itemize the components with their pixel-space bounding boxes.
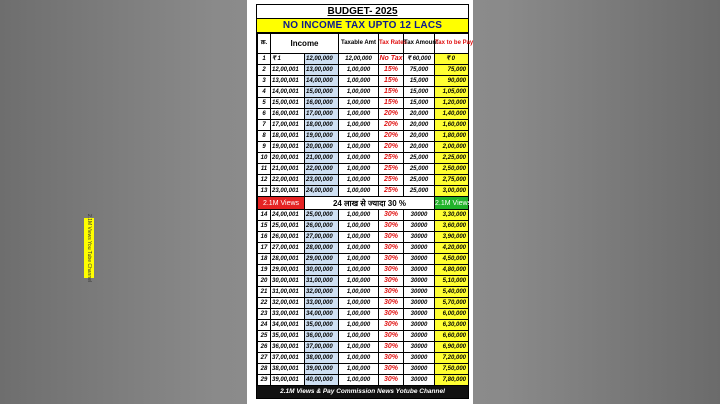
cell-tax-amount: 30000 <box>404 287 435 298</box>
cell-tax-amount: 30000 <box>404 210 435 221</box>
cell-income-from: 17,00,001 <box>271 120 305 131</box>
cell-tax-to-pay: 6,60,000 <box>435 331 469 342</box>
cell-tax-to-pay: 3,00,000 <box>435 186 469 197</box>
cell-tax-amount: 30000 <box>404 254 435 265</box>
cell-income-from: 29,00,001 <box>271 265 305 276</box>
table-row <box>258 142 469 153</box>
cell-income-to: 32,00,000 <box>305 287 339 298</box>
cell-income-to: 23,00,000 <box>305 175 339 186</box>
cell-sno: 23 <box>258 309 271 320</box>
cell-tax-rate: 15% <box>379 65 404 76</box>
cell-income-to: 24,00,000 <box>305 186 339 197</box>
table-row <box>258 331 469 342</box>
cell-sno: 13 <box>258 186 271 197</box>
cell-tax-amount: 25,000 <box>404 186 435 197</box>
cell-sno: 2 <box>258 65 271 76</box>
cell-sno: 21 <box>258 287 271 298</box>
cell-sno: 29 <box>258 375 271 386</box>
cell-taxable-amount: 1,00,000 <box>339 309 379 320</box>
table-row <box>258 153 469 164</box>
cell-taxable-amount: 1,00,000 <box>339 210 379 221</box>
views-banner-row <box>258 197 469 210</box>
cell-tax-to-pay: 1,80,000 <box>435 131 469 142</box>
banner-highlight-text: 24 लाख से ज्यादा 30 % <box>305 197 435 210</box>
cell-income-to: 37,00,000 <box>305 342 339 353</box>
cell-tax-amount: 20,000 <box>404 142 435 153</box>
cell-tax-rate: 20% <box>379 142 404 153</box>
cell-income-from: 36,00,001 <box>271 342 305 353</box>
cell-tax-rate: 30% <box>379 265 404 276</box>
cell-tax-amount: 30000 <box>404 232 435 243</box>
table-row <box>258 243 469 254</box>
cell-income-from: 28,00,001 <box>271 254 305 265</box>
header-tax-rates: Tax Rates <box>379 34 404 54</box>
table-row <box>258 175 469 186</box>
cell-tax-rate: 30% <box>379 254 404 265</box>
cell-income-to: 27,00,000 <box>305 232 339 243</box>
cell-income-to: 14,00,000 <box>305 76 339 87</box>
cell-income-to: 25,00,000 <box>305 210 339 221</box>
cell-tax-amount: 30000 <box>404 364 435 375</box>
cell-income-from: 19,00,001 <box>271 142 305 153</box>
cell-sno: 16 <box>258 232 271 243</box>
cell-tax-amount: 30000 <box>404 276 435 287</box>
cell-taxable-amount: 1,00,000 <box>339 320 379 331</box>
table-row <box>258 232 469 243</box>
cell-tax-rate: 30% <box>379 331 404 342</box>
cell-taxable-amount: 1,00,000 <box>339 364 379 375</box>
table-row <box>258 87 469 98</box>
cell-taxable-amount: 1,00,000 <box>339 186 379 197</box>
cell-tax-rate: 30% <box>379 276 404 287</box>
cell-income-from: 16,00,001 <box>271 109 305 120</box>
cell-taxable-amount: 1,00,000 <box>339 276 379 287</box>
cell-taxable-amount: 1,00,000 <box>339 353 379 364</box>
table-row <box>258 353 469 364</box>
cell-income-from: 24,00,001 <box>271 210 305 221</box>
cell-tax-rate: 30% <box>379 221 404 232</box>
cell-income-to: 22,00,000 <box>305 164 339 175</box>
cell-sno: 19 <box>258 265 271 276</box>
cell-tax-rate: 30% <box>379 375 404 386</box>
cell-tax-rate: 25% <box>379 153 404 164</box>
table-row <box>258 254 469 265</box>
cell-income-to: 17,00,000 <box>305 109 339 120</box>
cell-sno: 6 <box>258 109 271 120</box>
watermark-text: 2.1M Views You Tube Channel <box>86 213 93 283</box>
cell-taxable-amount: 1,00,000 <box>339 131 379 142</box>
cell-income-from: 34,00,001 <box>271 320 305 331</box>
cell-taxable-amount: 1,00,000 <box>339 175 379 186</box>
table-row <box>258 309 469 320</box>
views-badge-right: 2.1M Views <box>435 197 469 210</box>
header-taxable: Taxable Amt <box>339 34 379 54</box>
cell-income-from: 32,00,001 <box>271 298 305 309</box>
cell-taxable-amount: 1,00,000 <box>339 120 379 131</box>
cell-income-to: 39,00,000 <box>305 364 339 375</box>
subtitle-banner: NO INCOME TAX UPTO 12 LACS <box>257 19 468 33</box>
table-row <box>258 131 469 142</box>
vertical-watermark <box>84 213 94 283</box>
header-sno: क्र. <box>258 34 271 54</box>
cell-tax-to-pay: 90,000 <box>435 76 469 87</box>
cell-tax-to-pay: 1,40,000 <box>435 109 469 120</box>
cell-taxable-amount: 1,00,000 <box>339 153 379 164</box>
cell-tax-to-pay: 2,50,000 <box>435 164 469 175</box>
cell-tax-amount: 20,000 <box>404 131 435 142</box>
cell-tax-rate: 30% <box>379 364 404 375</box>
cell-income-from: 26,00,001 <box>271 232 305 243</box>
cell-tax-amount: 30000 <box>404 353 435 364</box>
cell-tax-rate: 30% <box>379 243 404 254</box>
cell-taxable-amount: 1,00,000 <box>339 76 379 87</box>
views-badge-left: 2.1M Views <box>258 197 305 210</box>
cell-income-from: 23,00,001 <box>271 186 305 197</box>
tax-table-card <box>256 4 474 399</box>
cell-tax-rate: 20% <box>379 131 404 142</box>
cell-tax-to-pay: 1,05,000 <box>435 87 469 98</box>
cell-tax-amount: 30000 <box>404 309 435 320</box>
cell-sno: 8 <box>258 131 271 142</box>
cell-income-from: 30,00,001 <box>271 276 305 287</box>
cell-income-to: 40,00,000 <box>305 375 339 386</box>
cell-tax-amount: 25,000 <box>404 175 435 186</box>
table-row <box>258 364 469 375</box>
cell-taxable-amount: 1,00,000 <box>339 87 379 98</box>
cell-sno: 28 <box>258 364 271 375</box>
table-row <box>258 320 469 331</box>
cell-tax-rate: 25% <box>379 164 404 175</box>
cell-sno: 7 <box>258 120 271 131</box>
cell-income-from: 27,00,001 <box>271 243 305 254</box>
cell-taxable-amount: 1,00,000 <box>339 65 379 76</box>
cell-sno: 18 <box>258 254 271 265</box>
cell-tax-to-pay: ₹ 0 <box>435 54 469 65</box>
cell-taxable-amount: 1,00,000 <box>339 98 379 109</box>
cell-tax-amount: 20,000 <box>404 120 435 131</box>
table-row <box>258 221 469 232</box>
cell-taxable-amount: 1,00,000 <box>339 142 379 153</box>
cell-income-from: 37,00,001 <box>271 353 305 364</box>
cell-income-from: 39,00,001 <box>271 375 305 386</box>
cell-sno: 26 <box>258 342 271 353</box>
cell-tax-to-pay: 1,60,000 <box>435 120 469 131</box>
cell-sno: 27 <box>258 353 271 364</box>
cell-taxable-amount: 1,00,000 <box>339 109 379 120</box>
cell-tax-rate: 15% <box>379 98 404 109</box>
cell-income-from: 21,00,001 <box>271 164 305 175</box>
cell-income-from: 14,00,001 <box>271 87 305 98</box>
cell-tax-rate: 30% <box>379 320 404 331</box>
cell-tax-rate: 30% <box>379 298 404 309</box>
cell-income-to: 35,00,000 <box>305 320 339 331</box>
cell-tax-amount: 30000 <box>404 265 435 276</box>
cell-tax-rate: 30% <box>379 342 404 353</box>
cell-tax-to-pay: 1,20,000 <box>435 98 469 109</box>
cell-taxable-amount: 1,00,000 <box>339 221 379 232</box>
cell-income-from: 22,00,001 <box>271 175 305 186</box>
cell-tax-rate: 25% <box>379 175 404 186</box>
table-header-row <box>258 34 469 54</box>
cell-tax-to-pay: 7,80,000 <box>435 375 469 386</box>
cell-tax-amount: ₹ 60,000 <box>404 54 435 65</box>
cell-income-to: 36,00,000 <box>305 331 339 342</box>
cell-tax-to-pay: 3,30,000 <box>435 210 469 221</box>
cell-tax-rate: 30% <box>379 232 404 243</box>
cell-sno: 9 <box>258 142 271 153</box>
cell-income-to: 16,00,000 <box>305 98 339 109</box>
cell-tax-amount: 30000 <box>404 375 435 386</box>
cell-income-to: 28,00,000 <box>305 243 339 254</box>
tax-slab-table <box>257 33 474 386</box>
cell-income-to: 12,00,000 <box>305 54 339 65</box>
cell-sno: 1 <box>258 54 271 65</box>
cell-income-from: 35,00,001 <box>271 331 305 342</box>
table-row <box>258 65 469 76</box>
cell-income-to: 29,00,000 <box>305 254 339 265</box>
cell-tax-amount: 30000 <box>404 342 435 353</box>
table-row <box>258 54 469 65</box>
cell-income-to: 38,00,000 <box>305 353 339 364</box>
cell-sno: 17 <box>258 243 271 254</box>
cell-tax-amount: 30000 <box>404 221 435 232</box>
cell-income-from: 20,00,001 <box>271 153 305 164</box>
cell-sno: 3 <box>258 76 271 87</box>
cell-tax-to-pay: 6,30,000 <box>435 320 469 331</box>
cell-taxable-amount: 1,00,000 <box>339 375 379 386</box>
cell-tax-to-pay: 7,20,000 <box>435 353 469 364</box>
cell-tax-to-pay: 2,25,000 <box>435 153 469 164</box>
cell-tax-amount: 15,000 <box>404 87 435 98</box>
table-row <box>258 287 469 298</box>
cell-tax-to-pay: 3,90,000 <box>435 232 469 243</box>
cell-income-from: 13,00,001 <box>271 76 305 87</box>
cell-taxable-amount: 1,00,000 <box>339 265 379 276</box>
cell-income-to: 20,00,000 <box>305 142 339 153</box>
header-income: Income <box>271 34 339 54</box>
cell-tax-to-pay: 5,40,000 <box>435 287 469 298</box>
cell-tax-rate: 20% <box>379 120 404 131</box>
cell-income-from: 18,00,001 <box>271 131 305 142</box>
cell-taxable-amount: 1,00,000 <box>339 287 379 298</box>
cell-income-from: 25,00,001 <box>271 221 305 232</box>
cell-income-to: 30,00,000 <box>305 265 339 276</box>
cell-tax-rate: 20% <box>379 109 404 120</box>
cell-tax-to-pay: 5,70,000 <box>435 298 469 309</box>
table-row <box>258 298 469 309</box>
table-row <box>258 120 469 131</box>
cell-income-to: 31,00,000 <box>305 276 339 287</box>
cell-income-to: 13,00,000 <box>305 65 339 76</box>
cell-income-from: 38,00,001 <box>271 364 305 375</box>
cell-tax-rate: 25% <box>379 186 404 197</box>
cell-tax-amount: 30000 <box>404 243 435 254</box>
cell-tax-rate: 15% <box>379 76 404 87</box>
cell-taxable-amount: 1,00,000 <box>339 164 379 175</box>
table-row <box>258 164 469 175</box>
cell-tax-to-pay: 2,00,000 <box>435 142 469 153</box>
cell-taxable-amount: 1,00,000 <box>339 243 379 254</box>
header-tax-to-pay: Tax to be Pay <box>435 34 469 54</box>
cell-sno: 10 <box>258 153 271 164</box>
cell-tax-rate: 30% <box>379 287 404 298</box>
cell-tax-to-pay: 3,60,000 <box>435 221 469 232</box>
cell-sno: 24 <box>258 320 271 331</box>
table-row <box>258 186 469 197</box>
table-row <box>258 265 469 276</box>
table-row <box>258 210 469 221</box>
cell-income-to: 26,00,000 <box>305 221 339 232</box>
page-title: BUDGET- 2025 <box>257 5 468 19</box>
cell-tax-amount: 30000 <box>404 320 435 331</box>
cell-tax-amount: 20,000 <box>404 109 435 120</box>
cell-income-to: 15,00,000 <box>305 87 339 98</box>
cell-income-to: 33,00,000 <box>305 298 339 309</box>
cell-sno: 22 <box>258 298 271 309</box>
cell-tax-to-pay: 5,10,000 <box>435 276 469 287</box>
cell-tax-amount: 75,000 <box>404 65 435 76</box>
cell-income-from: 12,00,001 <box>271 65 305 76</box>
cell-tax-amount: 30000 <box>404 331 435 342</box>
cell-income-from: ₹ 1 <box>271 54 305 65</box>
cell-income-to: 34,00,000 <box>305 309 339 320</box>
cell-tax-rate: 30% <box>379 353 404 364</box>
cell-tax-to-pay: 6,90,000 <box>435 342 469 353</box>
cell-sno: 5 <box>258 98 271 109</box>
header-tax-amount: Tax Amount <box>404 34 435 54</box>
cell-tax-amount: 15,000 <box>404 76 435 87</box>
cell-taxable-amount: 1,00,000 <box>339 342 379 353</box>
table-row <box>258 276 469 287</box>
cell-tax-amount: 30000 <box>404 298 435 309</box>
cell-sno: 12 <box>258 175 271 186</box>
cell-tax-to-pay: 4,80,000 <box>435 265 469 276</box>
cell-sno: 11 <box>258 164 271 175</box>
footer-channel-banner: 2.1M Views & Pay Commission News Yotube Channel <box>257 386 468 398</box>
table-row <box>258 98 469 109</box>
cell-tax-to-pay: 75,000 <box>435 65 469 76</box>
cell-tax-to-pay: 2,75,000 <box>435 175 469 186</box>
table-row <box>258 76 469 87</box>
cell-tax-to-pay: 4,50,000 <box>435 254 469 265</box>
cell-income-from: 31,00,001 <box>271 287 305 298</box>
cell-taxable-amount: 12,00,000 <box>339 54 379 65</box>
cell-sno: 14 <box>258 210 271 221</box>
table-row <box>258 375 469 386</box>
cell-tax-to-pay: 6,00,000 <box>435 309 469 320</box>
cell-taxable-amount: 1,00,000 <box>339 331 379 342</box>
cell-income-to: 21,00,000 <box>305 153 339 164</box>
cell-income-from: 15,00,001 <box>271 98 305 109</box>
cell-tax-rate: 30% <box>379 309 404 320</box>
table-row <box>258 342 469 353</box>
cell-taxable-amount: 1,00,000 <box>339 254 379 265</box>
cell-sno: 4 <box>258 87 271 98</box>
cell-tax-amount: 25,000 <box>404 153 435 164</box>
cell-tax-rate: 30% <box>379 210 404 221</box>
cell-tax-rate: 15% <box>379 87 404 98</box>
table-row <box>258 109 469 120</box>
cell-tax-rate: No Tax <box>379 54 404 65</box>
cell-income-to: 19,00,000 <box>305 131 339 142</box>
cell-sno: 15 <box>258 221 271 232</box>
cell-taxable-amount: 1,00,000 <box>339 298 379 309</box>
cell-tax-to-pay: 7,50,000 <box>435 364 469 375</box>
cell-sno: 25 <box>258 331 271 342</box>
cell-tax-amount: 25,000 <box>404 164 435 175</box>
cell-income-from: 33,00,001 <box>271 309 305 320</box>
cell-tax-to-pay: 4,20,000 <box>435 243 469 254</box>
cell-income-to: 18,00,000 <box>305 120 339 131</box>
cell-sno: 20 <box>258 276 271 287</box>
cell-tax-amount: 15,000 <box>404 98 435 109</box>
cell-taxable-amount: 1,00,000 <box>339 232 379 243</box>
